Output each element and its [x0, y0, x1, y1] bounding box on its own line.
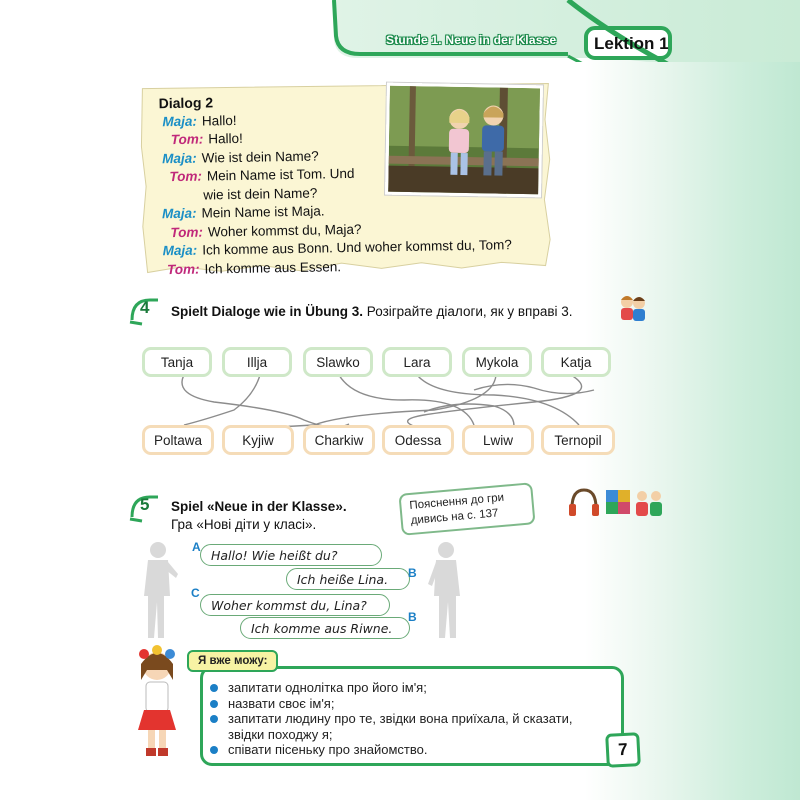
speaker-role-label: B [408, 610, 417, 624]
city-card: Odessa [382, 425, 454, 455]
speaker-role-label: C [191, 586, 200, 600]
speaker-role-label: A [192, 540, 201, 554]
name-card: Katja [541, 347, 611, 377]
exercise-5-title-uk: Гра «Нові діти у класі». [171, 517, 317, 532]
skill-item [228, 696, 598, 712]
city-card: Kyjiw [222, 425, 294, 455]
exercise-4-title-de: Spielt Dialoge wie in Übung 3. [171, 304, 364, 319]
city-card: Ternopil [541, 425, 615, 455]
dialog-text: Wie ist dein Name? [201, 148, 319, 166]
game-hint-box [398, 482, 535, 536]
dialog-speaker: Maja: [162, 113, 198, 129]
activity-icons [568, 486, 668, 520]
dialog-text: Ich komme aus Essen. [204, 258, 342, 277]
hint-line-1: Пояснення до гри [408, 491, 505, 512]
headphones-icon [569, 490, 599, 516]
dialog-text: Hallo! [208, 130, 243, 147]
skills-label: Я вже можу: [187, 650, 278, 672]
dialog-speaker: Tom: [170, 131, 204, 148]
name-card: Slawko [303, 347, 373, 377]
dialog-text: Ich komme aus Bonn. Und woher kommst du, Tom? [202, 237, 512, 258]
dialog-text: Woher kommst du, Maja? [207, 221, 362, 239]
dialog-text: Mein Name ist Tom. Und [206, 165, 355, 184]
speech-bubble: Hallo! Wie heißt du? [200, 544, 382, 566]
bullet-icon [210, 684, 218, 692]
person-silhouette-right [424, 540, 474, 640]
group-icon [636, 491, 662, 516]
name-card: Illja [222, 347, 292, 377]
speaker-role-label: B [408, 566, 417, 580]
skills-list [228, 680, 598, 758]
skill-text: назвати своє ім'я; [228, 695, 335, 711]
city-card: Charkiw [303, 425, 375, 455]
exercise-5-title [171, 498, 391, 534]
dialog-title: Dialog 2 [158, 94, 214, 112]
dialog-speaker: Maja: [161, 150, 197, 166]
speech-bubble: Ich heiße Lina. [286, 568, 410, 590]
children-photo [385, 83, 543, 198]
bullet-icon [210, 700, 218, 708]
lesson-subtitle: Stunde 1. Neue in der Klasse [386, 33, 557, 47]
skill-text: запитати людину про те, звідки вона приїхала, й сказати, звідки походжу я; [228, 711, 573, 742]
city-card: Poltawa [142, 425, 214, 455]
exercise-5-title-de: Spiel «Neue in der Klasse». [171, 499, 347, 514]
hint-line-2: дивись на с. 137 [410, 507, 499, 527]
dialog-speaker: Tom: [166, 261, 200, 277]
dialog-speaker: Tom: [169, 168, 203, 185]
exercise-4-number: 4 [140, 298, 150, 317]
skill-item [228, 711, 598, 742]
city-card: Lwiw [462, 425, 534, 455]
dialog-speaker: Tom: [170, 224, 204, 240]
pair-work-icon [618, 294, 648, 322]
exercise-4-title-uk: Розіграйте діалоги, як у вправі 3. [366, 304, 573, 319]
exercise-5-number: 5 [140, 495, 150, 514]
skill-text: співати пісеньку про знайомство. [228, 742, 428, 757]
photo-illustration [388, 86, 543, 198]
header-shape [98, 0, 800, 62]
dialog-text: Mein Name ist Maja. [201, 203, 325, 221]
dialog-text: wie ist dein Name? [203, 185, 318, 203]
dialog-text: Hallo! [201, 112, 237, 129]
girl-illustration [126, 644, 188, 760]
name-card: Mykola [462, 347, 532, 377]
name-card: Lara [382, 347, 452, 377]
dialog-speaker: Maja: [161, 205, 197, 222]
bullet-icon [210, 715, 218, 723]
header-bar [98, 0, 800, 62]
page-number: 7 [605, 732, 641, 768]
person-silhouette-left [132, 540, 182, 640]
lesson-title: Lektion 1 [594, 34, 669, 53]
dialog-speaker [160, 199, 198, 200]
speech-bubble: Ich komme aus Riwne. [240, 617, 410, 639]
skill-item [228, 742, 598, 758]
blocks-icon [606, 490, 630, 514]
speech-bubble: Woher kommst du, Lina? [200, 594, 390, 616]
exercise-4-title [171, 303, 601, 321]
bullet-icon [210, 746, 218, 754]
skill-text: запитати однолітка про його ім'я; [228, 680, 427, 695]
name-card: Tanja [142, 347, 212, 377]
skill-item [228, 680, 598, 696]
dialog-speaker: Maja: [162, 242, 198, 259]
